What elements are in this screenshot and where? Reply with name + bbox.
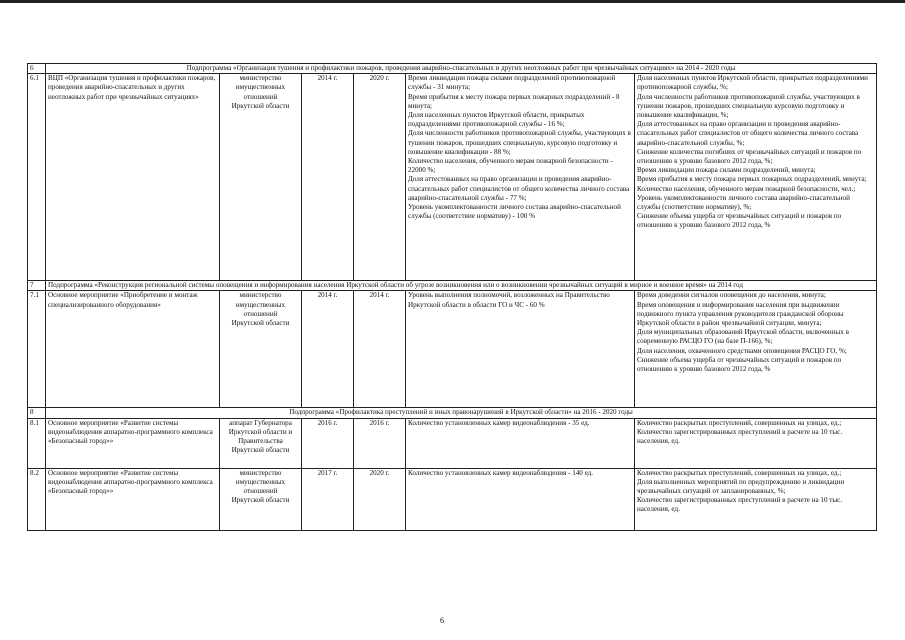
page-number: 6: [440, 616, 444, 625]
section-title: Подпрограмма «Организация тушения и профилактики пожаров, проведения аварийно-спасательных и других неотложных работ при чрезвычайных ситуациях» на 2014 - 2020 годы: [46, 64, 877, 74]
section-row: [28, 281, 877, 291]
section-title: Подпрограмма «Профилактика преступлений и иных правонарушений в Иркутской области» на 2016 - 2020 годы: [46, 408, 877, 418]
section-number: 8: [28, 408, 46, 418]
row-results: Время доведения сигналов оповещения до населения, минута; Время оповещения и информирования населения при выдвижении подвижного пункта управления руководителя гражданской обороны Иркутской области в район чрезвычайной ситуации, минута; Доля муниципальных образований Иркутской области, включенных в современную РАСЦО ГО (на базе П-166), %; Доля населения, охваченного средствами оповещения РАСЦО ГО, %; Снижение объема ущерба от чрезвычайных ситуаций и пожаров по отношению к уровню базового 2012 года, %: [635, 291, 877, 408]
row-number: 7.1: [28, 291, 46, 408]
section-title: Подпрограмма «Реконструкция региональной системы оповещения и информирования населения Иркутской области об угрозе возникновения или о возникновении чрезвычайных ситуаций в мирное и военное время» на 2014 год: [46, 281, 877, 291]
row-executor: аппарат Губернатора Иркутской области и Правительства Иркутской области: [220, 418, 302, 468]
row-name: Основное мероприятие «Развитие системы видеонаблюдения аппаратно-программного комплекса «Безопасный город»»: [46, 418, 220, 468]
page-top-edge: [0, 0, 905, 3]
row-name: ВЦП «Организация тушения и профилактики пожаров, проведения аварийно-спасательных и других неотложных работ при чрезвычайных ситуациях»: [46, 74, 220, 281]
row-number: 8.1: [28, 418, 46, 468]
row-year-start: 2017 г.: [302, 468, 354, 530]
row-name: Основное мероприятие «Приобретение и монтаж специализированного оборудования»: [46, 291, 220, 408]
row-year-start: 2016 г.: [302, 418, 354, 468]
row-name: Основное мероприятие «Развитие системы видеонаблюдения аппаратно-программного комплекса «Безопасный город»»: [46, 468, 220, 530]
row-executor: министерство имущественных отношений Иркутской области: [220, 468, 302, 530]
section-row: [28, 408, 877, 418]
row-year-end: 2020 г.: [354, 468, 406, 530]
table-row: [28, 418, 877, 468]
row-number: 6.1: [28, 74, 46, 281]
row-indicators: Количество установленных камер видеонаблюдения - 35 ед.: [406, 418, 635, 468]
row-year-end: 2016 г.: [354, 418, 406, 468]
row-executor: министерство имущественных отношений Иркутской области: [220, 74, 302, 281]
row-indicators: Количество установленных камер видеонаблюдения - 140 ед.: [406, 468, 635, 530]
row-results: Количество раскрытых преступлений, совершенных на улицах, ед.; Доля выполненных мероприятий по предупреждению и ликвидации чрезвычайных ситуаций от запланированных, %; Количество зарегистрированных преступлений в расчете на 10 тыс. населения, ед.: [635, 468, 877, 530]
section-number: 6: [28, 64, 46, 74]
program-table: [27, 63, 877, 531]
row-year-end: 2020 г.: [354, 74, 406, 281]
row-year-start: 2014 г.: [302, 291, 354, 408]
section-number: 7: [28, 281, 46, 291]
row-results: Доля населенных пунктов Иркутской области, прикрытых подразделениями противопожарной службы, %; Доля численности работников противопожарной службы, участвующих в тушении пожаров, прошедших специальную курсовую подготовку и повышение квалификации, %; Доля аттестованных на право организации и проведения аварийно-спасательных работ специалистов от общего количества личного состава аварийно-спасательной службы, %; Снижение количества погибших от чрезвычайных ситуаций и пожаров по отношению к уровню базового 2012 года, %; Время ликвидации пожара силами подразделений, минута; Время прибытия к месту пожара первых пожарных подразделений, минута; Количество населения, обученного мерам пожарной безопасности, чел.; Уровень укомплектованности личного состава аварийно-спасательной службы (соответствие нормативу), %; Снижение объема ущерба от чрезвычайных ситуаций и пожаров по отношению к уровню базового 2012 года, %: [635, 74, 877, 281]
table-row: [28, 468, 877, 530]
row-number: 8.2: [28, 468, 46, 530]
table-row: [28, 74, 877, 281]
row-year-start: 2014 г.: [302, 74, 354, 281]
row-year-end: 2014 г.: [354, 291, 406, 408]
row-results: Количество раскрытых преступлений, совершенных на улицах, ед.; Количество зарегистрированных преступлений в расчете на 10 тыс. населения, ед.: [635, 418, 877, 468]
table-row: [28, 291, 877, 408]
row-indicators: Уровень выполнения полномочий, возложенных на Правительство Иркутской области в области ГО и ЧС - 60 %: [406, 291, 635, 408]
section-row: [28, 64, 877, 74]
row-executor: министерство имущественных отношений Иркутской области: [220, 291, 302, 408]
row-indicators: Время ликвидации пожара силами подразделений противопожарной службы - 31 минута; Время прибытия к месту пожара первых пожарных подразделений - 8 минута; Доля населенных пунктов Иркутской области, прикрытых подразделениями противопожарной службы - 16 %; Доля численности работников противопожарной службы, участвующих в тушении пожаров, прошедших специальную, курсовую подготовку и повышение квалификации - 88 %; Количество населения, обученного мерам пожарной безопасности - 22000 %; Доля аттестованных на право организации и проведения аварийно-спасательных работ специалистов от общего количества личного состава аварийно-спасательной службы - 77 %; Уровень укомплектованности личного состава аварийно-спасательной службы (соответствие нормативу) - 100 %: [406, 74, 635, 281]
